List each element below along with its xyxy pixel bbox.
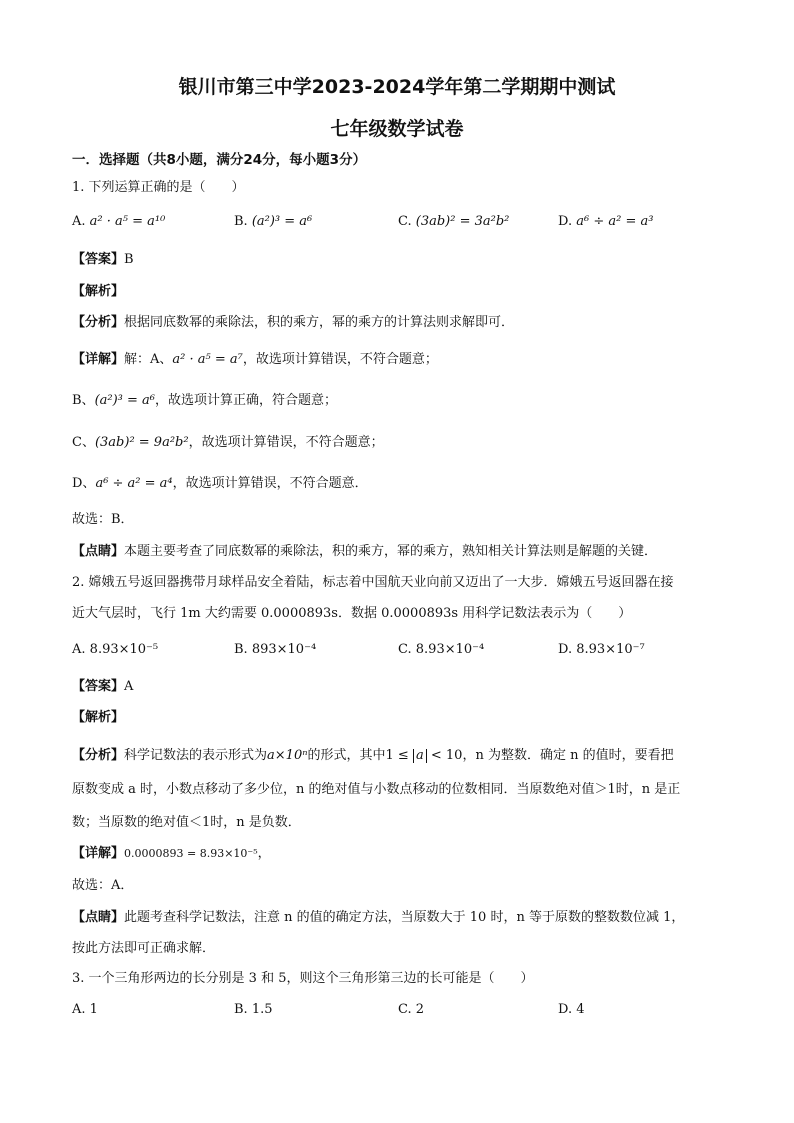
question-1-choose: 故选：B．: [72, 512, 134, 527]
section-heading: 一．选择题（共8小题，满分24分，每小题3分）: [72, 152, 367, 168]
question-2-stem-line-1: 2. 嫦娥五号返回器携带月球样品安全着陆，标志着中国航天业向前又迈出了一大步．嫦娥五号返回器在接: [72, 575, 674, 590]
question-1-option-a: A. a² · a⁵ = a¹⁰: [72, 214, 166, 229]
question-1-analysis-label: 【解析】: [72, 284, 125, 299]
absolute-value: a: [413, 749, 427, 763]
question-1-option-b: B. (a²)³ = a⁶: [234, 214, 313, 229]
question-1-option-d: D. a⁶ ÷ a² = a³: [558, 214, 654, 229]
page-subtitle: 七年级数学试卷: [330, 118, 464, 140]
question-1-detail-a: 【详解】解：A、a² · a⁵ = a⁷，故选项计算错误，不符合题意；: [72, 352, 438, 367]
question-2-dianjing-line-2: 按此方法即可正确求解．: [72, 941, 216, 956]
question-2-analysis-label: 【解析】: [72, 710, 125, 725]
question-2-fenxi-line-1: 【分析】科学记数法的表示形式为a×10ⁿ的形式，其中1 ≤ a < 10，n 为整数．确定 n 的值时，要看把: [72, 748, 674, 763]
question-1-detail-c: C、(3ab)² = 9a²b²，故选项计算错误，不符合题意；: [72, 435, 384, 450]
question-2-choose: 故选：A．: [72, 878, 134, 893]
question-2-fenxi-line-3: 数；当原数的绝对值＜1时，n 是负数．: [72, 815, 301, 830]
question-2-answer: 【答案】A: [72, 679, 134, 694]
question-1-detail-b: B、(a²)³ = a⁶，故选项计算正确，符合题意；: [72, 393, 338, 408]
question-3-option-c: C. 2: [398, 1002, 425, 1017]
question-2-option-a: A. 8.93×10⁻⁵: [72, 642, 159, 657]
page-title: 银川市第三中学2023-2024学年第二学期期中测试: [178, 76, 616, 98]
question-3-stem: 3. 一个三角形两边的长分别是 3 和 5，则这个三角形第三边的长可能是（ ）: [72, 971, 534, 986]
question-1-dianjing: 【点睛】本题主要考查了同底数幂的乘除法，积的乘方，幂的乘方，熟知相关计算法则是解题的关键．: [72, 544, 658, 559]
question-2-option-d: D. 8.93×10⁻⁷: [558, 642, 645, 657]
question-3-option-b: B. 1.5: [234, 1002, 273, 1017]
question-2-detail: 【详解】0.0000893 = 8.93×10⁻⁵，: [72, 846, 271, 861]
question-3-option-a: A. 1: [72, 1002, 98, 1017]
question-2-stem-line-2: 近大气层时，飞行 1m 大约需要 0.0000893s．数据 0.0000893s 用科学记数法表示为（ ）: [72, 606, 632, 621]
question-1-fenxi: 【分析】根据同底数幂的乘除法，积的乘方，幂的乘方的计算法则求解即可．: [72, 315, 515, 330]
question-1-stem: 1. 下列运算正确的是（ ）: [72, 180, 245, 195]
question-2-fenxi-line-2: 原数变成 a 时，小数点移动了多少位，n 的绝对值与小数点移动的位数相同．当原数绝对值＞1时，n 是正: [72, 782, 681, 797]
question-2-option-c: C. 8.93×10⁻⁴: [398, 642, 485, 657]
question-1-option-c: C. (3ab)² = 3a²b²: [398, 214, 510, 229]
question-1-answer: 【答案】B: [72, 252, 134, 267]
question-3-option-d: D. 4: [558, 1002, 585, 1017]
question-2-option-b: B. 893×10⁻⁴: [234, 642, 317, 657]
question-1-detail-d: D、a⁶ ÷ a² = a⁴，故选项计算错误，不符合题意．: [72, 476, 368, 491]
question-2-dianjing-line-1: 【点睛】此题考查科学记数法，注意 n 的值的确定方法，当原数大于 10 时，n 等于原数的整数数位减 1，: [72, 910, 685, 925]
